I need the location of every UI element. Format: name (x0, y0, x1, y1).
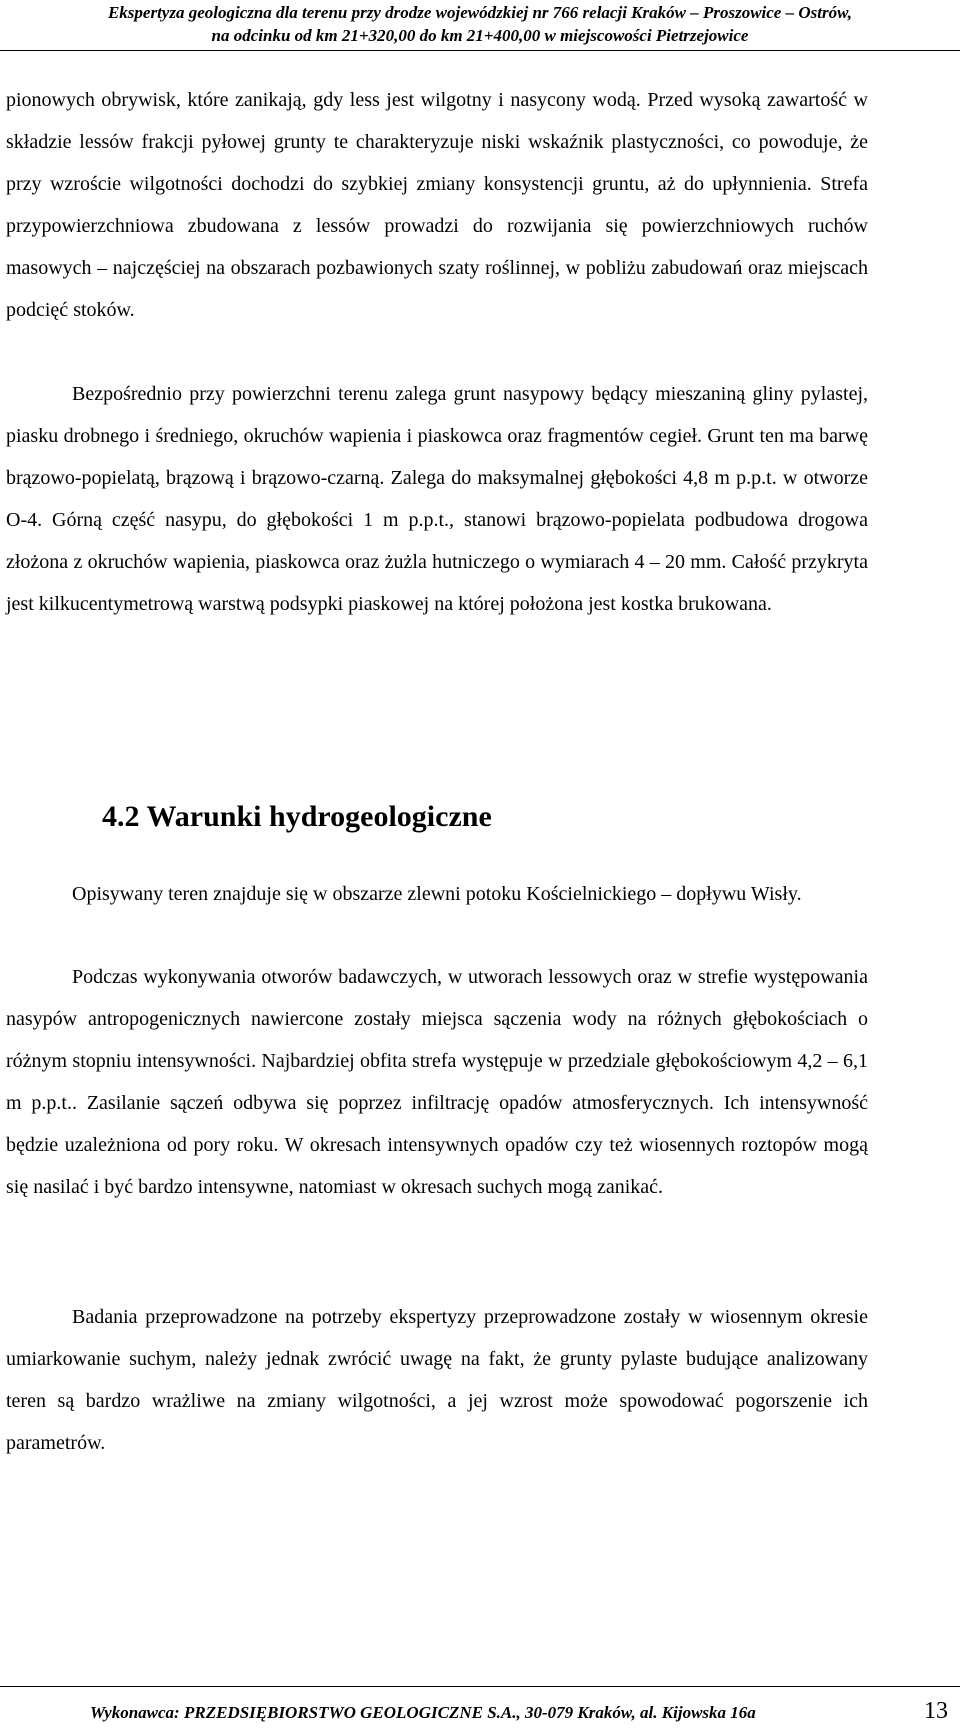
header-title-line1: Ekspertyza geologiczna dla terenu przy drodze wojewódzkiej nr 766 relacji Kraków – Proszowice – Ostrów, (107, 3, 853, 22)
header-title-line2: na odcinku od km 21+320,00 do km 21+400,00 w miejscowości Pietrzejowice (211, 26, 749, 45)
footer-contractor: Wykonawca: PRZEDSIĘBIORSTWO GEOLOGICZNE S.A., 30-079 Kraków, al. Kijowska 16a (90, 1703, 756, 1722)
paragraph-catchment: Opisywany teren znajduje się w obszarze zlewni potoku Kościelnickiego – dopływu Wisły. (72, 883, 802, 905)
paragraph-fill-soil: Bezpośrednio przy powierzchni terenu zalega grunt nasypowy będący mieszaniną gliny pylastej, piasku drobnego i średniego, okruchów wapienia i piaskowca oraz fragmentów cegieł. Grunt ten ma barwę brązowo-popielatą, brązową i brązowo-czarną. Zalega do maksymalnej głębokości 4,8 m p.p.t. w otworze O-4. Górną część nasypu, do głębokości 1 m p.p.t., stanowi brązowo-popielata podbudowa drogowa złożona z okruchów wapienia, piaskowca oraz żużla hutniczego o wymiarach 4 – 20 mm. Całość przykryta jest kilkucentymetrową warstwą podsypki piaskowej na której położona jest kostka brukowana. (6, 383, 868, 615)
paragraph-survey-conditions: Badania przeprowadzone na potrzeby ekspertyzy przeprowadzone zostały w wiosennym okresie umiarkowanie suchym, należy jednak zwrócić uwagę na fakt, że grunty pylaste budujące analizowany teren są bardzo wrażliwe na zmiany wilgotności, a jej wzrost może spowodować pogorszenie ich parametrów. (6, 1306, 868, 1454)
header-divider (0, 50, 960, 51)
paragraph-loess-continuation: pionowych obrywisk, które zanikają, gdy less jest wilgotny i nasycony wodą. Przed wysoką zawartość w składzie lessów frakcji pyłowej grunty te charakteryzuje niski wskaźnik plastyczności, co powoduje, że przy wzroście wilgotności dochodzi do szybkiej zmiany konsystencji gruntu, aż do upłynnienia. Strefa przypowierzchniowa zbudowana z lessów prowadzi do rozwijania się powierzchniowych ruchów masowych – najczęściej na obszarach pozbawionych szaty roślinnej, w pobliżu zabudowań oraz miejscach podcięć stoków. (6, 89, 868, 321)
paragraph-seepage: Podczas wykonywania otworów badawczych, w utworach lessowych oraz w strefie występowania nasypów antropogenicznych nawiercone zostały miejsca sączenia wody na różnych głębokościach o różnym stopniu intensywności. Najbardziej obfita strefa występuje w przedziale głębokościowym 4,2 – 6,1 m p.p.t.. Zasilanie sączeń odbywa się poprzez infiltrację opadów atmosferycznych. Ich intensywność będzie uzależniona od pory roku. W okresach intensywnych opadów czy też wiosennych roztopów mogą się nasilać i być bardzo intensywne, natomiast w okresach suchych mogą zanikać. (6, 966, 868, 1198)
page-number: 13 (924, 1698, 948, 1724)
section-heading: 4.2 Warunki hydrogeologiczne (102, 800, 492, 833)
footer-divider (0, 1686, 960, 1687)
